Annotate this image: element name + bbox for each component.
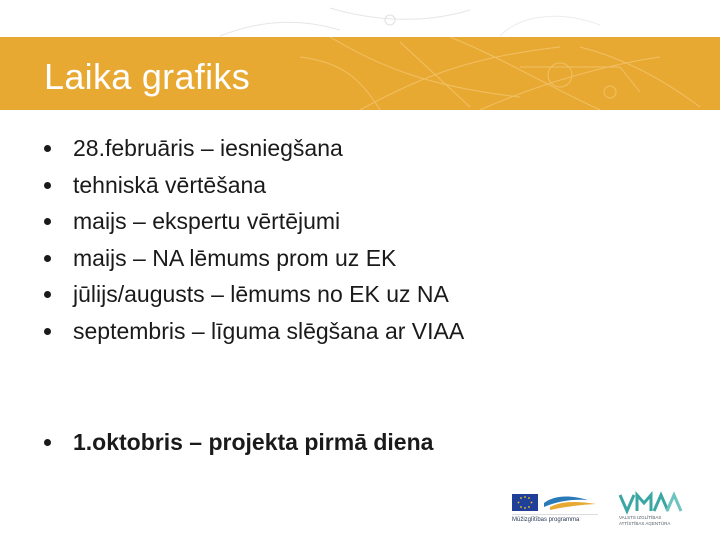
eu-programme-caption: Mūžizglītības programma: [512, 517, 580, 523]
viaa-caption: VALSTS IZGLĪTĪBAS ATTĪSTĪBAS AĢENTŪRA: [619, 515, 671, 526]
header-decoration: [0, 0, 720, 37]
highlight-item: 1.oktobris – projekta pirmā diena: [44, 424, 433, 460]
schedule-list: [44, 130, 464, 349]
list-item: maijs – ekspertu vērtējumi: [44, 203, 464, 240]
list-item: maijs – NA lēmums prom uz EK: [44, 240, 464, 277]
list-item: tehniskā vērtēšana: [44, 167, 464, 204]
bullet-icon: [44, 328, 51, 335]
bullet-icon: [44, 439, 51, 446]
list-item: septembris – līguma slēgšana ar VIAA: [44, 313, 464, 350]
bullet-icon: [44, 182, 51, 189]
slide-title: Laika grafiks: [44, 56, 250, 97]
bullet-icon: [44, 255, 51, 262]
highlight-list: [44, 424, 433, 460]
bullet-icon: [44, 145, 51, 152]
bullet-icon: [44, 291, 51, 298]
bullet-icon: [44, 218, 51, 225]
list-item: 28.februāris – iesniegšana: [44, 130, 464, 167]
list-item: jūlijs/augusts – lēmums no EK uz NA: [44, 276, 464, 313]
